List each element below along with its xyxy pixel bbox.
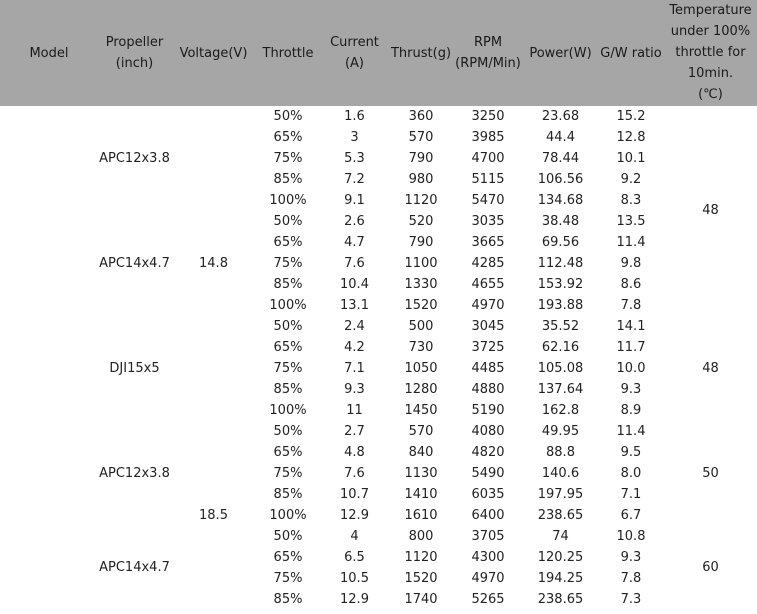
header-label: Temperature under 100% throttle for 10min. (℃) (669, 3, 752, 102)
cell-rpm: 4080 (471, 424, 505, 439)
cell-gw: 9.2 (620, 172, 642, 187)
cell-current: 4.2 (344, 340, 365, 355)
merged-propeller: DJI15x5 (109, 361, 160, 376)
cell-current: 6.5 (344, 550, 365, 565)
header-label: Model (29, 45, 69, 61)
header-label: G/W ratio (600, 45, 662, 61)
cell-rpm: 6035 (471, 487, 505, 502)
cell-gw: 11.4 (616, 235, 646, 250)
cell-rpm: 3985 (471, 130, 505, 145)
cell-thrust: 1520 (404, 571, 438, 586)
cell-rpm: 4655 (471, 277, 505, 292)
cell-current: 5.3 (344, 151, 365, 166)
cell-throttle: 65% (273, 550, 303, 565)
merged-propeller: APC14x4.7 (99, 560, 170, 575)
merged-temp: 50 (702, 466, 719, 481)
cell-gw: 8.9 (620, 403, 642, 418)
cell-thrust: 1050 (404, 361, 438, 376)
cell-thrust: 520 (408, 214, 434, 229)
cell-throttle: 75% (273, 466, 303, 481)
cell-thrust: 980 (408, 172, 434, 187)
cell-gw: 10.0 (616, 361, 646, 376)
cell-rpm: 3045 (471, 319, 505, 334)
header-temp (664, 0, 757, 106)
cell-power: 153.92 (537, 277, 584, 292)
cell-thrust: 1450 (404, 403, 438, 418)
cell-thrust: 1120 (404, 550, 438, 565)
cell-current: 4.7 (344, 235, 365, 250)
header-power (523, 0, 598, 106)
cell-thrust: 730 (408, 340, 434, 355)
cell-rpm: 4300 (471, 550, 505, 565)
cell-thrust: 1100 (404, 256, 438, 271)
cell-gw: 12.8 (616, 130, 646, 145)
cell-power: 69.56 (541, 235, 580, 250)
cell-rpm: 3665 (471, 235, 505, 250)
cell-power: 44.4 (546, 130, 575, 145)
cell-current: 11 (346, 403, 363, 418)
cell-power: 62.16 (541, 340, 580, 355)
cell-throttle: 75% (273, 361, 303, 376)
cell-gw: 9.3 (620, 550, 642, 565)
cell-current: 7.2 (344, 172, 365, 187)
header-model (0, 0, 98, 106)
cell-thrust: 1280 (404, 382, 438, 397)
cell-power: 78.44 (541, 151, 580, 166)
cell-current: 12.9 (340, 508, 369, 523)
header-label: Propeller (inch) (105, 35, 164, 71)
cell-throttle: 50% (273, 109, 303, 124)
cell-gw: 15.2 (616, 109, 646, 124)
cell-throttle: 85% (273, 277, 303, 292)
cell-throttle: 75% (273, 151, 303, 166)
header-propeller (98, 0, 171, 106)
cell-power: 88.8 (546, 445, 575, 460)
cell-throttle: 65% (273, 235, 303, 250)
cell-gw: 11.7 (616, 340, 646, 355)
cell-current: 12.9 (340, 592, 369, 607)
cell-current: 9.1 (344, 193, 365, 208)
cell-gw: 6.7 (620, 508, 642, 523)
cell-rpm: 3725 (471, 340, 505, 355)
cell-power: 38.48 (541, 214, 580, 229)
cell-throttle: 75% (273, 571, 303, 586)
cell-current: 2.6 (344, 214, 365, 229)
cell-thrust: 360 (408, 109, 434, 124)
cell-rpm: 5115 (471, 172, 505, 187)
cell-thrust: 800 (408, 529, 434, 544)
cell-throttle: 75% (273, 256, 303, 271)
merged-propeller: APC14x4.7 (99, 256, 170, 271)
cell-current: 7.1 (344, 361, 365, 376)
cell-rpm: 3705 (471, 529, 505, 544)
cell-power: 49.95 (541, 424, 580, 439)
cell-current: 10.5 (340, 571, 369, 586)
cell-power: 120.25 (537, 550, 584, 565)
cell-throttle: 100% (269, 508, 307, 523)
cell-rpm: 4700 (471, 151, 505, 166)
cell-rpm: 3035 (471, 214, 505, 229)
cell-current: 10.7 (340, 487, 369, 502)
cell-power: 193.88 (537, 298, 584, 313)
cell-thrust: 500 (408, 319, 434, 334)
cell-rpm: 6400 (471, 508, 505, 523)
cell-throttle: 85% (273, 172, 303, 187)
cell-throttle: 100% (269, 193, 307, 208)
cell-gw: 7.1 (620, 487, 642, 502)
cell-throttle: 65% (273, 340, 303, 355)
cell-gw: 8.3 (620, 193, 642, 208)
cell-power: 140.6 (541, 466, 580, 481)
header-label: Throttle (262, 45, 314, 61)
cell-rpm: 5470 (471, 193, 505, 208)
cell-power: 74 (552, 529, 569, 544)
cell-current: 7.6 (344, 256, 365, 271)
merged-voltage: 18.5 (199, 508, 228, 523)
header-label: Voltage(V) (179, 45, 248, 61)
cell-thrust: 1610 (404, 508, 438, 523)
header-label: RPM (RPM/Min) (455, 35, 521, 71)
cell-throttle: 100% (269, 298, 307, 313)
cell-power: 137.64 (537, 382, 584, 397)
cell-current: 2.4 (344, 319, 365, 334)
cell-gw: 9.8 (620, 256, 642, 271)
cell-gw: 10.1 (616, 151, 646, 166)
cell-throttle: 85% (273, 382, 303, 397)
cell-rpm: 5490 (471, 466, 505, 481)
cell-throttle: 50% (273, 424, 303, 439)
cell-current: 10.4 (340, 277, 369, 292)
merged-temp: 48 (702, 361, 719, 376)
merged-propeller: APC12x3.8 (99, 466, 170, 481)
cell-thrust: 1130 (404, 466, 438, 481)
cell-power: 238.65 (537, 508, 584, 523)
cell-current: 9.3 (344, 382, 365, 397)
cell-gw: 8.6 (620, 277, 642, 292)
cell-power: 105.08 (537, 361, 584, 376)
cell-current: 13.1 (340, 298, 369, 313)
cell-rpm: 3250 (471, 109, 505, 124)
cell-current: 7.6 (344, 466, 365, 481)
cell-gw: 9.3 (620, 382, 642, 397)
header-voltage (171, 0, 256, 106)
cell-current: 1.6 (344, 109, 365, 124)
cell-thrust: 790 (408, 235, 434, 250)
header-rpm (453, 0, 523, 106)
cell-thrust: 840 (408, 445, 434, 460)
cell-power: 162.8 (541, 403, 580, 418)
cell-thrust: 1520 (404, 298, 438, 313)
cell-rpm: 4970 (471, 298, 505, 313)
cell-throttle: 100% (269, 403, 307, 418)
header-gw (598, 0, 664, 106)
cell-gw: 14.1 (616, 319, 646, 334)
cell-rpm: 4880 (471, 382, 505, 397)
cell-power: 106.56 (537, 172, 584, 187)
cell-throttle: 85% (273, 592, 303, 607)
cell-power: 23.68 (541, 109, 580, 124)
cell-gw: 7.8 (620, 298, 642, 313)
cell-gw: 7.3 (620, 592, 642, 607)
cell-rpm: 5265 (471, 592, 505, 607)
header-current (320, 0, 389, 106)
cell-rpm: 4820 (471, 445, 505, 460)
cell-thrust: 790 (408, 151, 434, 166)
cell-thrust: 1330 (404, 277, 438, 292)
cell-thrust: 1410 (404, 487, 438, 502)
cell-rpm: 4970 (471, 571, 505, 586)
header-label: Current (A) (330, 35, 379, 71)
cell-throttle: 85% (273, 487, 303, 502)
cell-rpm: 5190 (471, 403, 505, 418)
merged-temp: 48 (702, 203, 719, 218)
header-label: Power(W) (529, 45, 592, 61)
merged-voltage: 14.8 (199, 256, 228, 271)
cell-throttle: 65% (273, 130, 303, 145)
table-header (0, 0, 757, 106)
header-throttle (256, 0, 320, 106)
cell-thrust: 570 (408, 424, 434, 439)
cell-gw: 11.4 (616, 424, 646, 439)
merged-propeller: APC12x3.8 (99, 151, 170, 166)
cell-thrust: 570 (408, 130, 434, 145)
cell-power: 197.95 (537, 487, 584, 502)
header-thrust (389, 0, 453, 106)
cell-gw: 13.5 (616, 214, 646, 229)
cell-rpm: 4285 (471, 256, 505, 271)
cell-current: 4.8 (344, 445, 365, 460)
cell-current: 4 (350, 529, 359, 544)
cell-throttle: 50% (273, 529, 303, 544)
cell-current: 2.7 (344, 424, 365, 439)
cell-power: 35.52 (541, 319, 580, 334)
merged-temp: 60 (702, 560, 719, 575)
cell-rpm: 4485 (471, 361, 505, 376)
cell-throttle: 50% (273, 319, 303, 334)
cell-thrust: 1740 (404, 592, 438, 607)
cell-power: 134.68 (537, 193, 584, 208)
cell-gw: 10.8 (616, 529, 646, 544)
header-label: Thrust(g) (390, 45, 452, 61)
cell-gw: 8.0 (620, 466, 642, 481)
cell-thrust: 1120 (404, 193, 438, 208)
cell-current: 3 (350, 130, 359, 145)
cell-power: 194.25 (537, 571, 584, 586)
cell-gw: 7.8 (620, 571, 642, 586)
cell-power: 112.48 (537, 256, 584, 271)
cell-power: 238.65 (537, 592, 584, 607)
cell-throttle: 50% (273, 214, 303, 229)
cell-gw: 9.5 (620, 445, 642, 460)
cell-throttle: 65% (273, 445, 303, 460)
